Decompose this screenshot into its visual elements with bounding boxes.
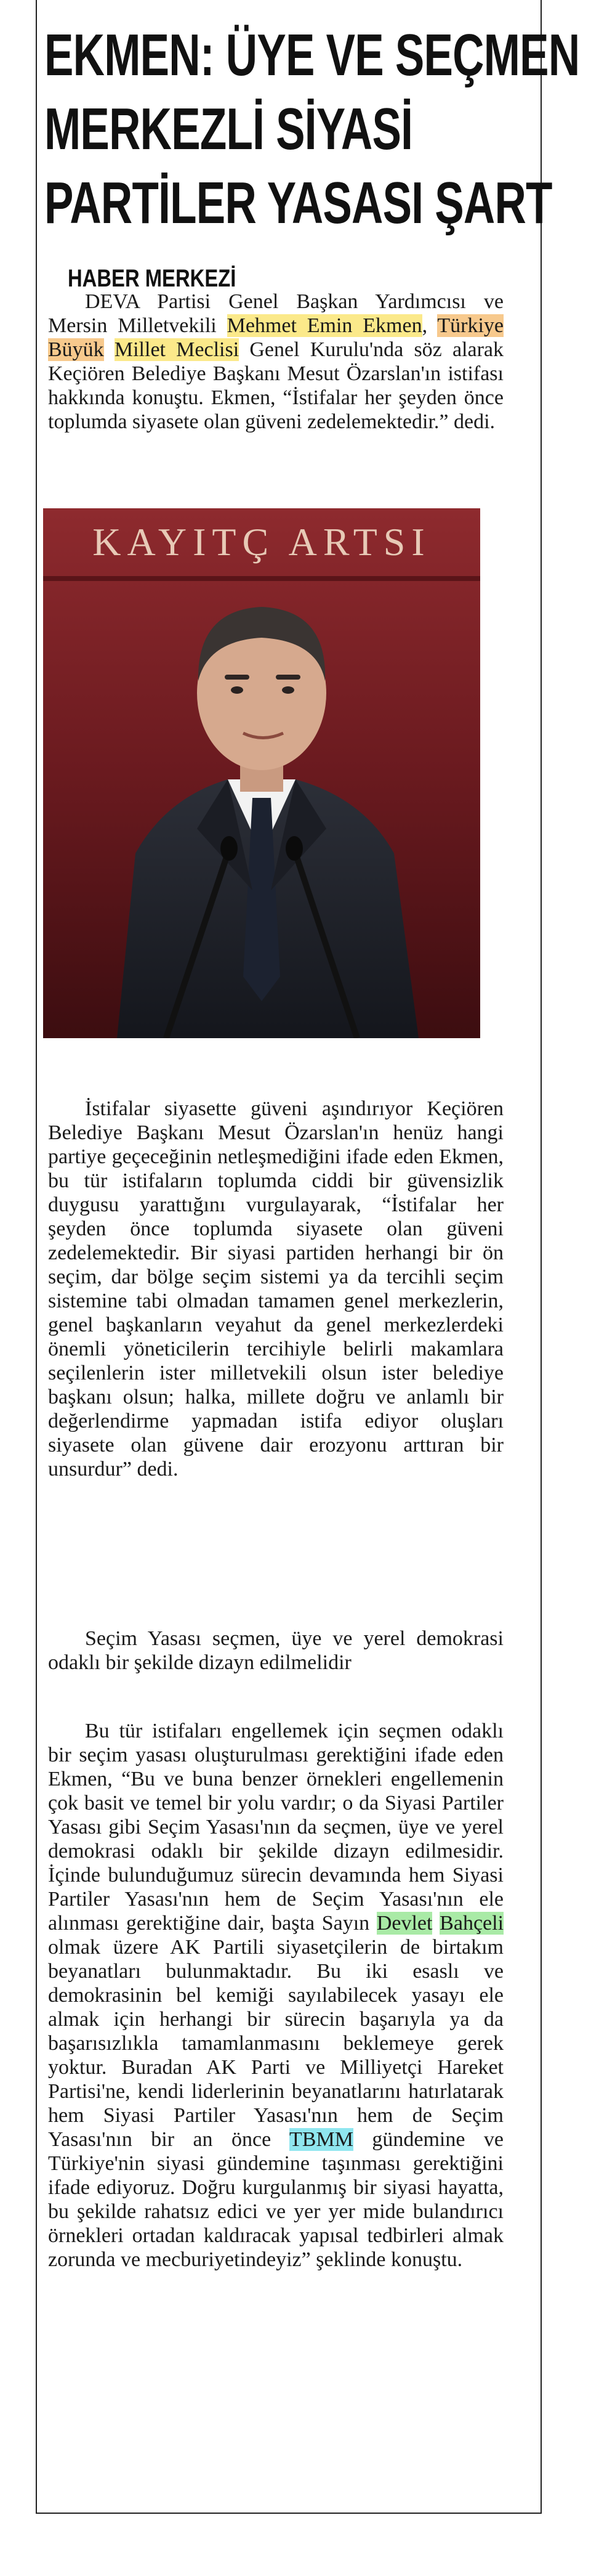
highlight-bahceli-2: Bahçeli (440, 1912, 504, 1935)
article-photo (43, 508, 480, 1038)
highlight-bahceli-1: Devlet (376, 1912, 433, 1935)
highlight-tbmm-1: Türkiye (437, 314, 504, 337)
paragraph-3-text-3: gündemine ve Türkiye'nin siyasi gündemine taşınması gerektiğini ifade ediyoruz. Doğru kurgulanmış bir siyasi hayatta, bu şekilde rahatsız edici ve yer yer mide bulandırıcı örnekleri ortadan kaldıracak yapısal tedbirleri almak zorunda ve mecburiyetindeyiz” şeklinde konuştu. (48, 2128, 504, 2271)
photo-banner-text: KAYITÇ ARTSI (92, 520, 431, 564)
paragraph-3-text-2: olmak üzere AK Partili siyasetçilerin de birtakım beyanatları bulunmaktadır. Bu iki esaslı ve demokrasinin bel kemiği sayılabilecek yasayı ele almak için herhangi bir sürecin başarıyla ya da başarısızlıkla tamamlanmasını beklemeye gerek yoktur. Buradan AK Parti ve Milliyetçi Hareket Partisi'ne, kendi liderlerinin beyanatlarını hatırlatarak hem Siyasi Partiler Yasası'nın hem de Seçim Yasası'nın bir an önce (48, 1936, 504, 2151)
paragraph-2-text: Seçim Yasası seçmen, üye ve yerel demokrasi odaklı bir şekilde dizayn edilmelidir (48, 1627, 504, 1674)
intro-text-2: , (422, 314, 438, 337)
highlight-person-name: Mehmet Emin Ekmen (227, 314, 422, 337)
paragraph-3 (48, 1719, 504, 2272)
intro-space-2 (104, 338, 115, 361)
paragraph-1 (48, 1097, 504, 1481)
highlight-tbmm-3: Millet Meclisi (114, 338, 239, 361)
intro-text-1: DEVA Partisi Genel Başkan Yardımcısı ve Mersin Milletvekili (48, 290, 504, 337)
headline (44, 18, 580, 240)
intro-paragraph (48, 290, 504, 434)
headline-line-3: PARTİLER YASASI ŞART (44, 170, 552, 236)
headline-line-1: EKMEN: ÜYE VE SEÇMEN (44, 22, 580, 88)
headline-line-2: MERKEZLİ SİYASİ (44, 96, 413, 162)
paragraph-1-text: İstifalar siyasette güveni aşındırıyor Keçiören Belediye Başkanı Mesut Özarslan'ın henüz hangi partiye geçeceğinin netleşmediğini ifade eden Ekmen, bu tür istifaların toplumda ciddi bir güvensizlik duygusu yarattığını vurgulayarak, “İstifalar her şeyden önce toplumda siyasete olan güveni zedelemektedir. Bir siyasi partiden herhangi bir ön seçim, dar bölge seçim sistemi ya da tercihli seçim sistemine tabi olmadan tamamen genel merkezlerin, genel başkanların veyahut da genel merkezlerdeki önemli yöneticilerin tercihiyle belirli makamlara seçilenlerin ister milletvekili olsun ister belediye başkanı olsun; halka, millete doğru ve anlamlı bir değerlendirme yapmadan istifa ediyor oluşları siyasete olan güvene dair erozyonu arttıran bir unsurdur” dedi. (48, 1097, 504, 1481)
intro-text-3: Genel Kurulu'nda söz alarak Keçiören Belediye Başkanı Mesut Özarslan'ın istifası hakkında konuştu. Ekmen, “İstifalar her şeyden önce toplumda siyasete olan güveni zedelemektedir.” dedi. (48, 338, 504, 433)
highlight-tbmm: TBMM (289, 2128, 353, 2151)
speaker-illustration (43, 508, 480, 1038)
byline: HABER MERKEZİ (68, 265, 236, 292)
paragraph-2 (48, 1627, 504, 1675)
highlight-tbmm-2: Büyük (48, 338, 104, 361)
paragraph-3-text-1: Bu tür istifaları engellemek için seçmen odaklı bir seçim yasası oluşturulması gerektiğini ifade eden Ekmen, “Bu ve buna benzer örnekleri engellemenin çok basit ve temel bir yolu vardır; o da Siyasi Partiler Yasası gibi Seçim Yasası'nın da seçmen, üye ve yerel demokrasi odaklı bir şekilde dizayn edilmesidir. İçinde bulunduğumuz sürecin devamında hem Siyasi Partiler Yasası'nın hem de Seçim Yasası'nın ele alınması gerektiğine dair, başta Sayın (48, 1720, 504, 1935)
paragraph-3-space (432, 1912, 440, 1935)
